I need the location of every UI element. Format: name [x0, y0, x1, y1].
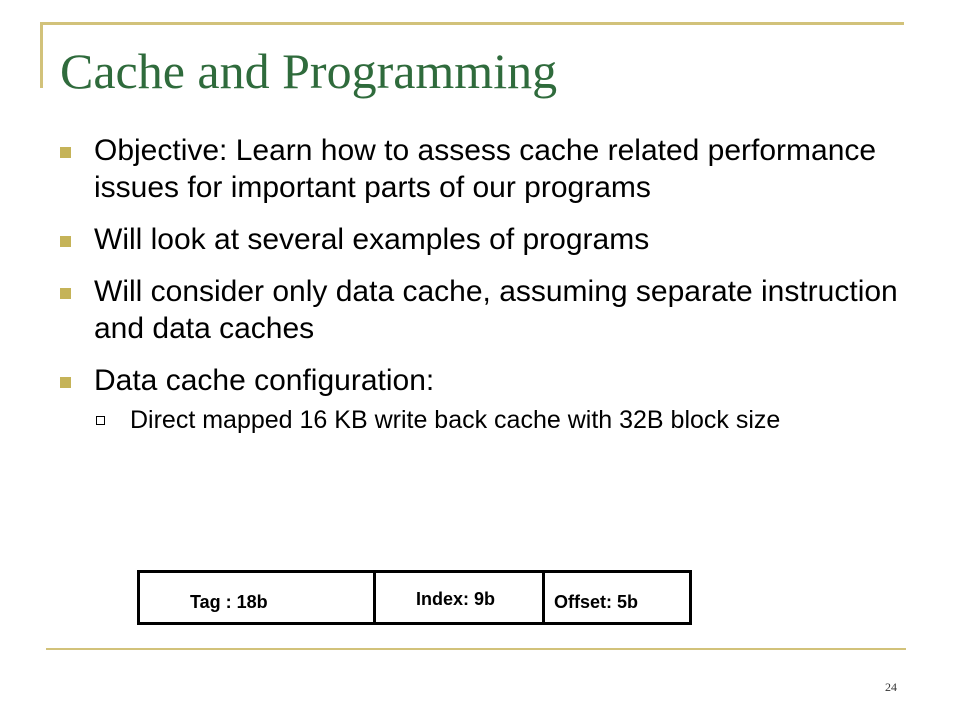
square-bullet-icon [60, 377, 71, 388]
tag-field-label: Tag : 18b [190, 592, 268, 612]
bullet-item [60, 273, 910, 347]
slide-title: Cache and Programming [60, 43, 558, 99]
offset-field [545, 573, 689, 622]
tag-field [140, 573, 376, 622]
sub-bullet-text: Direct mapped 16 KB write back cache with 32B block size [130, 406, 781, 434]
frame-bottom-line [46, 648, 906, 650]
frame-left-line [40, 22, 43, 88]
sub-bullet-list [94, 405, 910, 436]
bullet-list [60, 132, 910, 451]
bullet-item [60, 221, 910, 258]
bullet-item [60, 362, 910, 436]
offset-field-label: Offset: 5b [554, 592, 639, 612]
bullet-item [60, 132, 910, 206]
square-bullet-icon [60, 236, 71, 247]
bullet-text: Will consider only data cache, assuming separate instruction and data caches [94, 275, 898, 345]
bullet-text: Data cache configuration: [94, 364, 435, 397]
index-field [376, 573, 545, 622]
sub-bullet-item [94, 405, 910, 436]
hollow-square-bullet-icon [96, 416, 105, 425]
address-breakdown-diagram [137, 570, 692, 625]
index-field-label: Index: 9b [416, 589, 496, 609]
page-number: 24 [885, 680, 897, 694]
square-bullet-icon [60, 288, 71, 299]
bullet-text: Objective: Learn how to assess cache related performance issues for important parts of our programs [94, 134, 877, 204]
square-bullet-icon [60, 147, 71, 158]
bullet-text: Will look at several examples of programs [94, 223, 650, 256]
frame-top-line [40, 22, 904, 25]
